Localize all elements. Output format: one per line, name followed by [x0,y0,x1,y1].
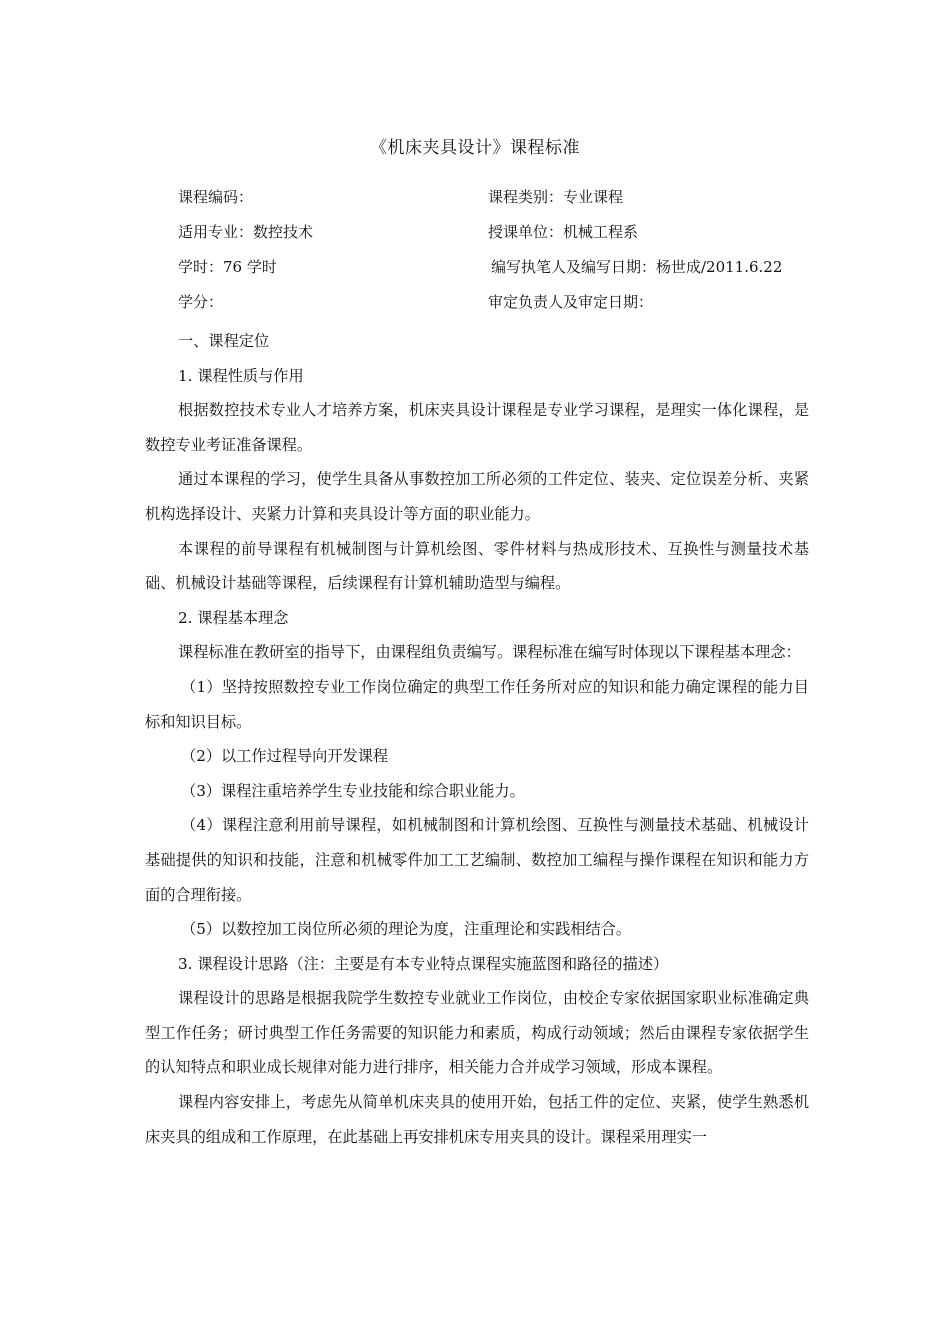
paragraph: 课程内容安排上，考虑先从简单机床夹具的使用开始，包括工件的定位、夹紧，使学生熟悉机床夹具的组成和工作原理，在此基础上再安排机床专用夹具的设计。课程采用理实一 [145,1093,809,1146]
meta-row-3 [0,256,950,280]
course-code: 课程编码： [178,188,254,206]
list-item: （5）以数控加工岗位所必须的理论为度，注重理论和实践相结合。 [181,920,632,939]
paragraph: 本课程的前导课程有机械制图与计算机绘图、零件材料与热成形技术、互换性与测量技术基础、机械设计基础等课程，后续课程有计算机辅助造型与编程。 [145,539,809,593]
author-date: 编写执笔人及编写日期：杨世成/2011.6.22 [491,258,783,276]
paragraph: 根据数控技术专业人才培养方案，机床夹具设计课程是专业学习课程，是理实一体化课程，是数控专业考证准备课程。 [145,401,809,454]
list-item: （1）坚持按照数控专业工作岗位确定的典型工作任务所对应的知识和能力确定课程的能力目标和知识目标。 [145,677,809,731]
list-item: （3）课程注重培养学生专业技能和综合职业能力。 [181,781,525,800]
paragraph: 课程设计的思路是根据我院学生数控专业就业工作岗位，由校企专家依据国家职业标准确定典型工作任务；研讨典型工作任务需要的知识能力和素质，构成行动领域；然后由课程专家依据学生的认知特点和职业成长规律对能力进行排序，相关能力合并成学习领域，形成本课程。 [145,989,809,1077]
course-type: 课程类别：专业课程 [488,188,624,206]
meta-row-1 [0,186,950,210]
paragraph: 通过本课程的学习，使学生具备从事数控加工所必须的工件定位、装夹、定位误差分析、夹紧机构选择设计、夹紧力计算和夹具设计等方面的职业能力。 [145,470,809,523]
list-item: （2）以工作过程导向开发课程 [181,747,389,766]
paragraph: 课程标准在教研室的指导下，由课程组负责编写。课程标准在编写时体现以下课程基本理念： [178,643,801,662]
subsection-heading: 2. 课程基本理念 [178,608,289,627]
course-hours: 学时：76 学时 [178,258,277,276]
meta-row-4 [0,291,950,315]
applicable-major: 适用专业：数控技术 [178,223,314,241]
list-item: （4）课程注意利用前导课程，如机械制图和计算机绘图、互换性与测量技术基础、机械设计基础提供的知识和技能，注意和机械零件加工工艺编制、数控加工编程与操作课程在知识和能力方面的合理衔接。 [145,816,809,904]
reviewer-date: 审定负责人及审定日期： [488,293,654,311]
subsection-heading: 3. 课程设计思路（注：主要是有本专业特点课程实施蓝图和路径的描述） [178,954,669,973]
subsection-heading: 1. 课程性质与作用 [178,366,304,385]
page-title: 《机床夹具设计》课程标准 [370,138,580,158]
document-body [145,324,809,1154]
meta-row-2 [0,221,950,245]
teaching-unit: 授课单位：机械工程系 [488,223,639,241]
section-heading: 一、课程定位 [178,332,270,350]
course-credits: 学分： [178,293,224,311]
